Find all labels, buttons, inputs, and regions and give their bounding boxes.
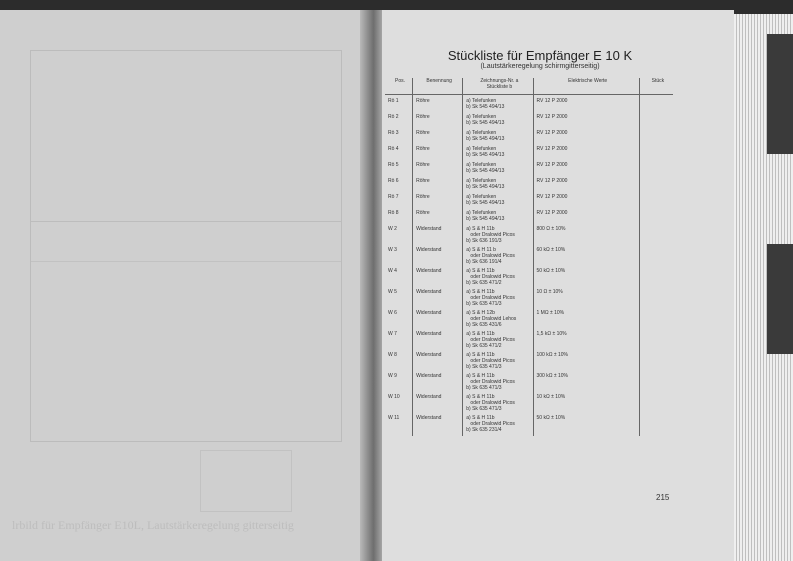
cell-stueck [639, 114, 673, 130]
cell-stueck [639, 289, 673, 310]
cell-zeichnung: a) Telefunken b) Sk 545 494/13 [463, 210, 533, 226]
cell-werte: RV 12 P 2000 [533, 130, 639, 146]
cell-pos: W 6 [388, 310, 397, 316]
cell-zeichnung: a) S & H 11b oder Dralowid Picos b) Sk 635 231/4 [463, 415, 533, 436]
left-page [0, 10, 372, 561]
cell-werte: 50 kΩ ± 10% [533, 268, 639, 289]
cell-benennung: Widerstand [413, 268, 463, 289]
cell-benennung: Röhre [413, 210, 463, 226]
cell-stueck [639, 373, 673, 394]
table-header-row [385, 78, 673, 95]
cell-pos: Rö 2 [388, 114, 399, 120]
header-pos: Pos. [385, 78, 413, 95]
table-body [385, 95, 673, 437]
cell-zeichnung: a) S & H 11b oder Dralowid Picos b) Sk 635 471/3 [463, 394, 533, 415]
cell-benennung: Röhre [413, 114, 463, 130]
cell-benennung: Widerstand [413, 352, 463, 373]
cell-benennung: Widerstand [413, 394, 463, 415]
cell-benennung: Röhre [413, 178, 463, 194]
table-row [385, 352, 673, 373]
cell-stueck [639, 268, 673, 289]
cell-benennung: Röhre [413, 146, 463, 162]
table-row [385, 310, 673, 331]
cell-stueck [639, 162, 673, 178]
page-edges [734, 14, 793, 561]
cell-stueck [639, 247, 673, 268]
header-stueck: Stück [639, 78, 673, 95]
cell-werte: RV 12 P 2000 [533, 210, 639, 226]
cell-zeichnung: a) Telefunken b) Sk 545 494/13 [463, 114, 533, 130]
cell-stueck [639, 310, 673, 331]
cell-werte: RV 12 P 2000 [533, 114, 639, 130]
cell-benennung: Widerstand [413, 289, 463, 310]
cell-werte: RV 12 P 2000 [533, 178, 639, 194]
header-benennung: Benennung [413, 78, 463, 95]
binder-tab [767, 244, 793, 354]
header-elektrische-werte: Elektrische Werte [533, 78, 639, 95]
page-number: 215 [656, 493, 670, 502]
cell-werte: 10 Ω ± 10% [533, 289, 639, 310]
table-row [385, 394, 673, 415]
page-title: Stückliste für Empfänger E 10 K [447, 48, 633, 63]
cell-werte: 300 kΩ ± 10% [533, 373, 639, 394]
cell-werte: 1,5 kΩ ± 10% [533, 331, 639, 352]
table-row [385, 247, 673, 268]
cell-stueck [639, 95, 673, 115]
cell-pos: W 8 [388, 352, 397, 358]
cell-benennung: Röhre [413, 162, 463, 178]
table-row [385, 114, 673, 130]
cell-pos: W 7 [388, 331, 397, 337]
table-row [385, 178, 673, 194]
table-row [385, 415, 673, 436]
cell-pos: Rö 4 [388, 146, 399, 152]
cell-zeichnung: a) S & H 11 b oder Dralowid Picos b) Sk 636 191/4 [463, 247, 533, 268]
cell-stueck [639, 146, 673, 162]
table-row [385, 373, 673, 394]
cell-pos: W 2 [388, 226, 397, 232]
cell-zeichnung: a) S & H 11b oder Dralowid Picos b) Sk 635 471/2 [463, 331, 533, 352]
cell-zeichnung: a) S & H 11b oder Dralowid Picos b) Sk 635 471/3 [463, 352, 533, 373]
cell-stueck [639, 352, 673, 373]
cell-pos: W 11 [388, 415, 400, 421]
show-through-schematic [30, 50, 342, 442]
cell-pos: W 4 [388, 268, 397, 274]
cell-pos: Rö 3 [388, 130, 399, 136]
cell-werte: RV 12 P 2000 [533, 146, 639, 162]
table-row [385, 331, 673, 352]
cell-werte: 1 MΩ ± 10% [533, 310, 639, 331]
cell-werte: RV 12 P 2000 [533, 95, 639, 115]
cell-zeichnung: a) S & H 12b oder Dralowid Lehos b) Sk 635 431/6 [463, 310, 533, 331]
cell-werte: 800 Ω ± 10% [533, 226, 639, 247]
cell-benennung: Röhre [413, 95, 463, 115]
cell-werte: 60 kΩ ± 10% [533, 247, 639, 268]
cell-pos: W 5 [388, 289, 397, 295]
cell-pos: Rö 6 [388, 178, 399, 184]
cell-zeichnung: a) Telefunken b) Sk 545 494/13 [463, 95, 533, 115]
table-row [385, 130, 673, 146]
page-subtitle: (Lautstärkeregelung schirmgitterseitig) [480, 63, 600, 70]
table-row [385, 289, 673, 310]
cell-stueck [639, 130, 673, 146]
cell-werte: RV 12 P 2000 [533, 194, 639, 210]
cell-stueck [639, 415, 673, 436]
table-row [385, 146, 673, 162]
cell-benennung: Widerstand [413, 310, 463, 331]
table-row [385, 226, 673, 247]
cell-zeichnung: a) Telefunken b) Sk 545 494/13 [463, 178, 533, 194]
cell-benennung: Widerstand [413, 226, 463, 247]
binder-tab [767, 34, 793, 154]
cell-stueck [639, 210, 673, 226]
cell-pos: Rö 1 [388, 98, 399, 104]
cell-pos: W 3 [388, 247, 397, 253]
cell-zeichnung: a) Telefunken b) Sk 545 494/13 [463, 146, 533, 162]
parts-list-table [385, 78, 673, 436]
table-row [385, 268, 673, 289]
cell-pos: W 10 [388, 394, 400, 400]
cell-zeichnung: a) S & H 11b oder Dralowid Picos b) Sk 635 471/3 [463, 289, 533, 310]
table-row [385, 95, 673, 115]
cell-zeichnung: a) S & H 11b oder Dralowid Picos b) Sk 635 471/2 [463, 268, 533, 289]
cell-benennung: Röhre [413, 130, 463, 146]
cell-stueck [639, 194, 673, 210]
cell-stueck [639, 178, 673, 194]
cell-werte: 100 kΩ ± 10% [533, 352, 639, 373]
cell-zeichnung: a) S & H 11b oder Dralowid Picos b) Sk 635 471/3 [463, 373, 533, 394]
cell-zeichnung: a) Telefunken b) Sk 545 494/13 [463, 162, 533, 178]
cell-zeichnung: a) Telefunken b) Sk 545 494/13 [463, 130, 533, 146]
cell-benennung: Widerstand [413, 373, 463, 394]
table-row [385, 210, 673, 226]
cell-zeichnung: a) S & H 11b oder Dralowid Picos b) Sk 636 191/3 [463, 226, 533, 247]
cell-benennung: Röhre [413, 194, 463, 210]
show-through-diagram-box [200, 450, 292, 512]
cell-stueck [639, 226, 673, 247]
table-row [385, 194, 673, 210]
cell-pos: Rö 7 [388, 194, 399, 200]
cell-zeichnung: a) Telefunken b) Sk 545 494/13 [463, 194, 533, 210]
header-zeichnung: Zeichnungs-Nr. a Stückliste b [463, 78, 533, 95]
table-row [385, 162, 673, 178]
cell-stueck [639, 394, 673, 415]
cell-benennung: Widerstand [413, 415, 463, 436]
left-page-caption: lrbild für Empfänger E10L, Lautstärkeregelung gitterseitig [12, 518, 294, 532]
cell-pos: W 9 [388, 373, 397, 379]
cell-pos: Rö 8 [388, 210, 399, 216]
cell-werte: 10 kΩ ± 10% [533, 394, 639, 415]
cell-stueck [639, 331, 673, 352]
cell-benennung: Widerstand [413, 331, 463, 352]
cell-benennung: Widerstand [413, 247, 463, 268]
cell-werte: 50 kΩ ± 10% [533, 415, 639, 436]
cell-pos: Rö 5 [388, 162, 399, 168]
cell-werte: RV 12 P 2000 [533, 162, 639, 178]
